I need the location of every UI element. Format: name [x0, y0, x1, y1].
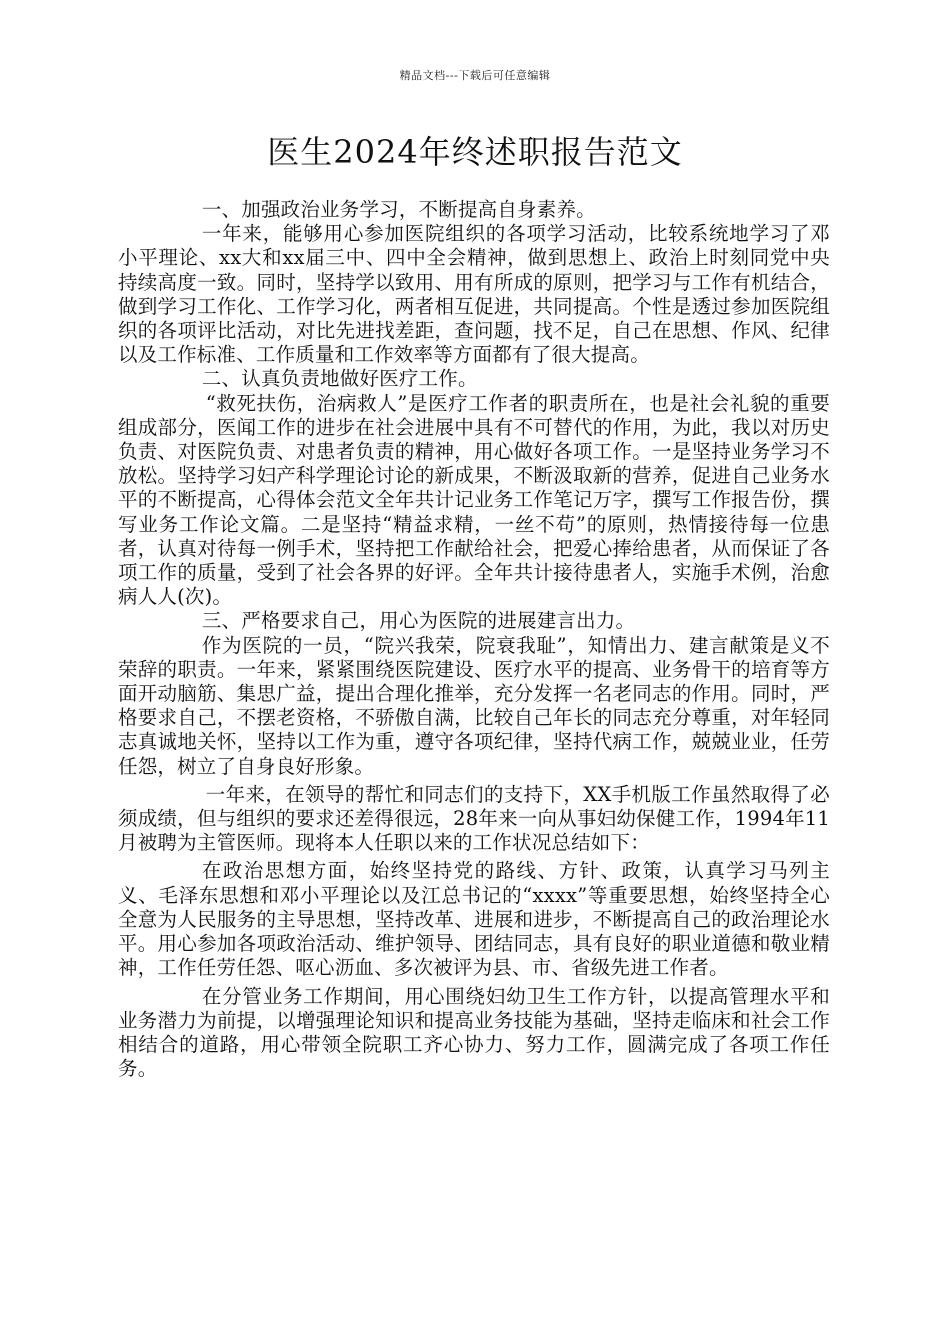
body-paragraph: 一年来，在领导的帮忙和同志们的支持下，XX手机版工作虽然取得了必须成绩，但与组织的要求还差得很远，28年来一向从事妇幼保健工作，1994年11月被聘为主管医师。现将本人任职以来的工作状况总结如下：	[118, 782, 830, 855]
body-paragraph: 作为医院的一员，“院兴我荣，院衰我耻”，知情出力、建言献策是义不荣辞的职责。一年来，紧紧围绕医院建设、医疗水平的提高、业务骨干的培育等方面开动脑筋、集思广益，提出合理化推举，充分发挥一名老同志的作用。同时，严格要求自己，不摆老资格，不骄傲自满，比较自己年长的同志充分尊重，对年轻同志真诚地关怀，坚持以工作为重，遵守各项纪律，坚持代病工作，兢兢业业，任劳任怨，树立了自身良好形象。	[118, 633, 830, 778]
document-title: 医生2024年终述职报告范文	[267, 133, 683, 171]
body-paragraph: 一年来，能够用心参加医院组织的各项学习活动，比较系统地学习了邓小平理论、xx大和xx届三中、四中全会精神，做到思想上、政治上时刻同党中央持续高度一致。同时，坚持学以致用、用有所成的原则，把学习与工作有机结合，做到学习工作化、工作学习化，两者相互促进，共同提高。个性是透过参加医院组织的各项评比活动，对比先进找差距，查问题，找不足，自己在思想、作风、纪律以及工作标准、工作质量和工作效率等方面都有了很大提高。	[118, 222, 830, 367]
body-paragraph: “救死扶伤，治病救人”是医疗工作者的职责所在，也是社会礼貌的重要组成部分，医闻工作的进步在社会进展中具有不可替代的作用，为此，我以对历史负责、对医院负责、对患者负责的精神，用心做好各项工作。一是坚持业务学习不放松。坚持学习妇产科学理论讨论的新成果，不断汲取新的营养，促进自己业务水平的不断提高，心得体会范文全年共计记业务工作笔记万字，撰写工作报告份，撰写业务工作论文篇。二是坚持“精益求精，一丝不苟”的原则，热情接待每一位患者，认真对待每一例手术，坚持把工作献给社会，把爱心捧给患者，从而保证了各项工作的质量，受到了社会各界的好评。全年共计接待患者人，实施手术例，治愈病人人(次)。	[118, 391, 830, 609]
section-heading-2: 二、认真负责地做好医疗工作。	[201, 367, 478, 391]
document-body	[118, 198, 830, 1081]
section-heading-3: 三、严格要求自己，用心为医院的进展建言出力。	[201, 609, 636, 633]
header-note: 精品文档---下载后可任意编辑	[399, 69, 551, 82]
section-heading-1: 一、加强政治业务学习，不断提高自身素养。	[201, 198, 596, 221]
body-paragraph: 在政治思想方面，始终坚持党的路线、方针、政策，认真学习马列主义、毛泽东思想和邓小平理论以及江总书记的“xxxx”等重要思想，始终坚持全心全意为人民服务的主导思想，坚持改革、进展和进步，不断提高自己的政治理论水平。用心参加各项政治活动、维护领导、团结同志，具有良好的职业道德和敬业精神，工作任劳任怨、呕心沥血、多次被评为县、市、省级先进工作者。	[118, 859, 830, 980]
body-paragraph: 在分管业务工作期间，用心围绕妇幼卫生工作方针，以提高管理水平和业务潜力为前提，以增强理论知识和提高业务技能为基础，坚持走临床和社会工作相结合的道路，用心带领全院职工齐心协力、努力工作，圆满完成了各项工作任务。	[118, 984, 830, 1081]
